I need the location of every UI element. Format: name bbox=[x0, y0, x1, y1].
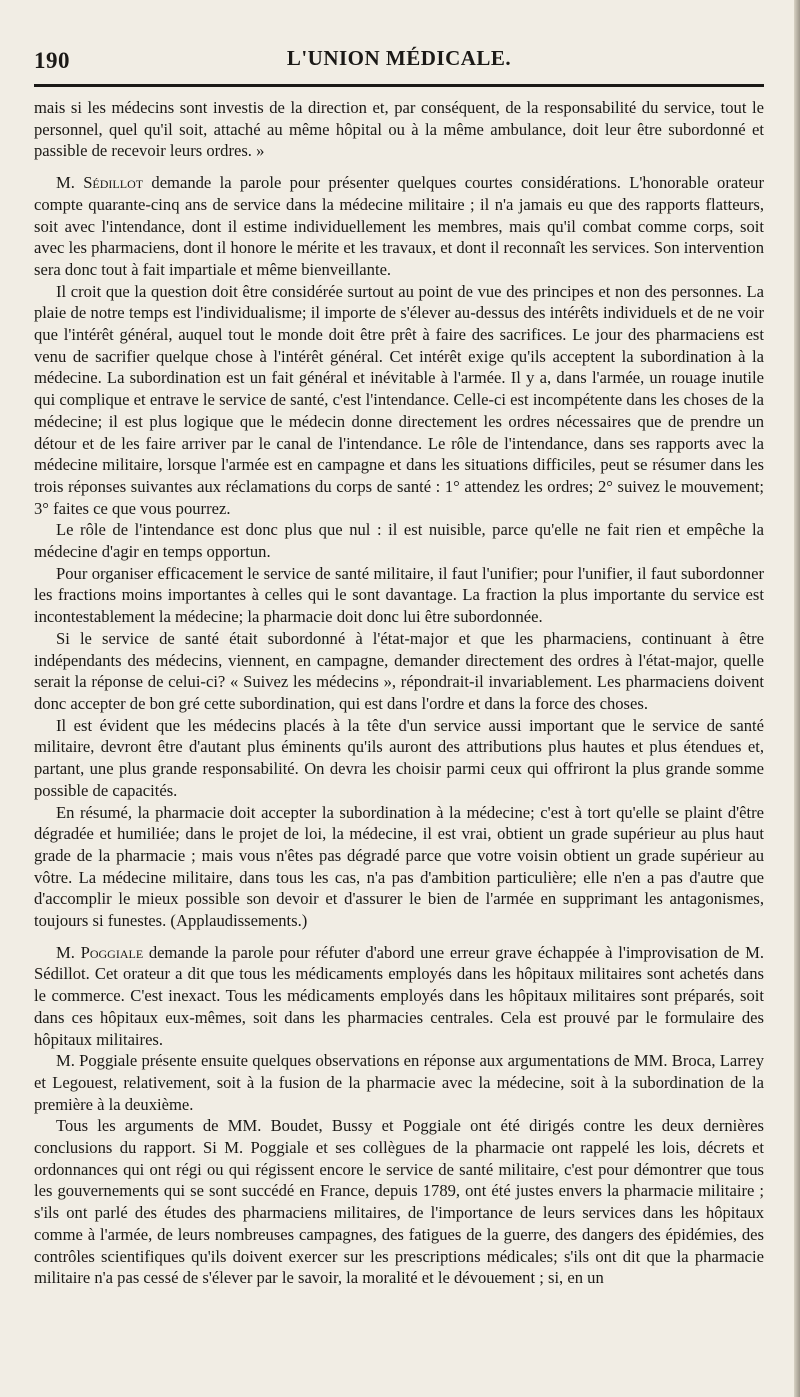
page-edge-shadow bbox=[794, 0, 800, 1397]
paragraph bbox=[34, 519, 764, 562]
paragraph-text: M. Poggiale présente ensuite quelques observations en réponse aux argumentations de MM. Broca, Larrey et Legouest, relativement, soit à la fusion de la pharmacie avec la médecine, soit à la subordination de la première à la deuxième. bbox=[34, 1051, 764, 1114]
paragraph-text: Il croit que la question doit être considérée surtout au point de vue des principes et non des personnes. La plaie de notre temps est l'individualisme; il importe de s'élever au-dessus des intérêts individuels et de ne voir que l'intérêt général, auquel tout le monde doit être prêt à faire des sacrifices. Le jour des pharmaciens est venu de sacrifier quelque chose à l'intérêt général. Cet intérêt exige qu'ils acceptent la subordination à la médecine. La subordination est un fait général et inévitable à l'armée. Il y a, dans l'armée, un rouage inutile qui complique et entrave le service de santé, c'est l'intendance. Celle-ci est incompétente dans les choses de la médecine; il est plus logique que le médecin donne directement les ordres nécessaires que de prendre un détour et de les faire arriver par le canal de l'intendance. Le rôle de l'intendance, dans ses rapports avec la médecine militaire, lorsque l'armée est en campagne et dans les situations difficiles, peut se résumer dans les trois réponses suivantes aux réclamations du corps de santé : 1° attendez les ordres; 2° suivez le mouvement; 3° faites ce que vous pourrez. bbox=[34, 281, 764, 518]
paragraph-text: Tous les arguments de MM. Boudet, Bussy et Poggiale ont été dirigés contre les deux dernières conclusions du rapport. Si M. Poggiale et ses collègues de la pharmacie ont rappelé les lois, décrets et ordonnances qui ont régi ou qui régissent encore le service de santé militaire, c'est pour démontrer que tous les gouvernements qui se sont succédé en France, depuis 1789, ont été justes envers la pharmacie militaire ; s'ils ont parlé des études des pharmaciens militaires, de l'importance de leurs services dans les hôpitaux comme à l'armée, de leurs nombreuses campagnes, des fatigues de la guerre, des dangers des épidémies, des contrôles scientifiques qu'ils doivent exercer sur les prescriptions médicales; s'ils ont dit que la pharmacie militaire n'a pas cessé de s'élever par le savoir, la moralité et le dévouement ; si, en un bbox=[34, 1116, 764, 1288]
paragraph-text: Pour organiser efficacement le service de santé militaire, il faut l'unifier; pour l'unifier, il faut subordonner les fractions moins importantes à celles qui le sont davantage. La fraction la plus importante du service est incontestablement la médecine; la pharmacie doit donc lui être subordonnée. bbox=[34, 563, 764, 627]
paragraph bbox=[34, 563, 764, 628]
paragraph bbox=[34, 172, 764, 281]
speaker-name: M. Sédillot bbox=[56, 173, 144, 193]
page-header bbox=[34, 40, 764, 82]
paragraph bbox=[34, 281, 764, 520]
paragraph-text: Le rôle de l'intendance est donc plus que nul : il est nuisible, parce qu'elle ne fait rien et empêche la médecine d'agir en temps opportun. bbox=[34, 520, 764, 562]
paragraph-text: demande la parole pour réfuter d'abord une erreur grave échappée à l'improvisation de M. Sédillot. Cet orateur a dit que tous les médicaments employés dans les hôpitaux militaires sont achetés dans le commerce. C'est inexact. Tous les médicaments employés dans les hôpitaux militaires sont préparés, soit dans ces hôpitaux eux-mêmes, soit dans les pharmacies centrales. Cela est prouvé par le formulaire des hôpitaux militaires. bbox=[34, 942, 764, 1049]
paragraph bbox=[34, 628, 764, 715]
paragraph bbox=[34, 802, 764, 932]
paragraph bbox=[34, 1115, 764, 1289]
paragraph bbox=[34, 97, 764, 162]
body-text bbox=[34, 97, 764, 1289]
page-number: 190 bbox=[34, 48, 70, 73]
speaker-name: M. Poggiale bbox=[56, 942, 144, 962]
paragraph-text: En résumé, la pharmacie doit accepter la subordination à la médecine; c'est à tort qu'elle se plaint d'être dégradée et humiliée; dans le projet de loi, la médecine, il est vrai, obtient un grade supérieur au plus haut grade de la pharmacie ; mais vous n'êtes pas dégradé parce que votre voisin obtient un grade supérieur au vôtre. La médecine militaire, dans tous les cas, n'a pas d'ambition particulière; elle n'en a pas d'autre que d'accomplir le mieux possible son devoir et d'assurer le bien de l'armée en supprimant les antagonismes, toujours si funestes. (Applaudissements.) bbox=[34, 802, 764, 931]
paragraph bbox=[34, 715, 764, 802]
paragraph-text: Si le service de santé était subordonné à l'état-major et que les pharmaciens, continuant à être indépendants des médecins, viennent, en campagne, demander directement des ordres à l'état-major, quelle serait la réponse de celui-ci? « Suivez les médecins », répondrait-il invariablement. Les pharmaciens doivent donc accepter de bon gré cette subordination, qui est dans l'ordre et dans la force des choses. bbox=[34, 628, 764, 713]
header-rule bbox=[34, 84, 764, 87]
running-title: L'UNION MÉDICALE. bbox=[286, 46, 512, 70]
paragraph-text: demande la parole pour présenter quelques courtes considérations. L'honorable orateur compte quarante-cinq ans de service dans la médecine militaire ; il n'a jamais eu que des rapports flatteurs, soit avec l'intendance, dont il estime individuellement les membres, mais qu'il combat comme corps, soit avec les pharmaciens, dont il honore le mérite et les travaux, et dont il reconnaît les services. Son intervention sera donc tout à fait impartiale et même bienveillante. bbox=[34, 173, 765, 279]
paragraph-text: mais si les médecins sont investis de la direction et, par conséquent, de la responsabilité du service, tout le personnel, quel qu'il soit, attaché au même hôpital ou à la même ambulance, doit leur être subordonné et passible de recevoir leurs ordres. » bbox=[34, 98, 764, 161]
paragraph bbox=[34, 942, 764, 1051]
paragraph bbox=[34, 1050, 764, 1115]
paragraph-text: Il est évident que les médecins placés à la tête d'un service aussi important que le service de santé militaire, devront être d'autant plus éminents qu'ils auront des attributions plus hautes et plus étendues et, partant, une plus grande responsabilité. On devra les choisir parmi ceux qui offriront la plus grande somme possible de capacités. bbox=[34, 715, 764, 800]
